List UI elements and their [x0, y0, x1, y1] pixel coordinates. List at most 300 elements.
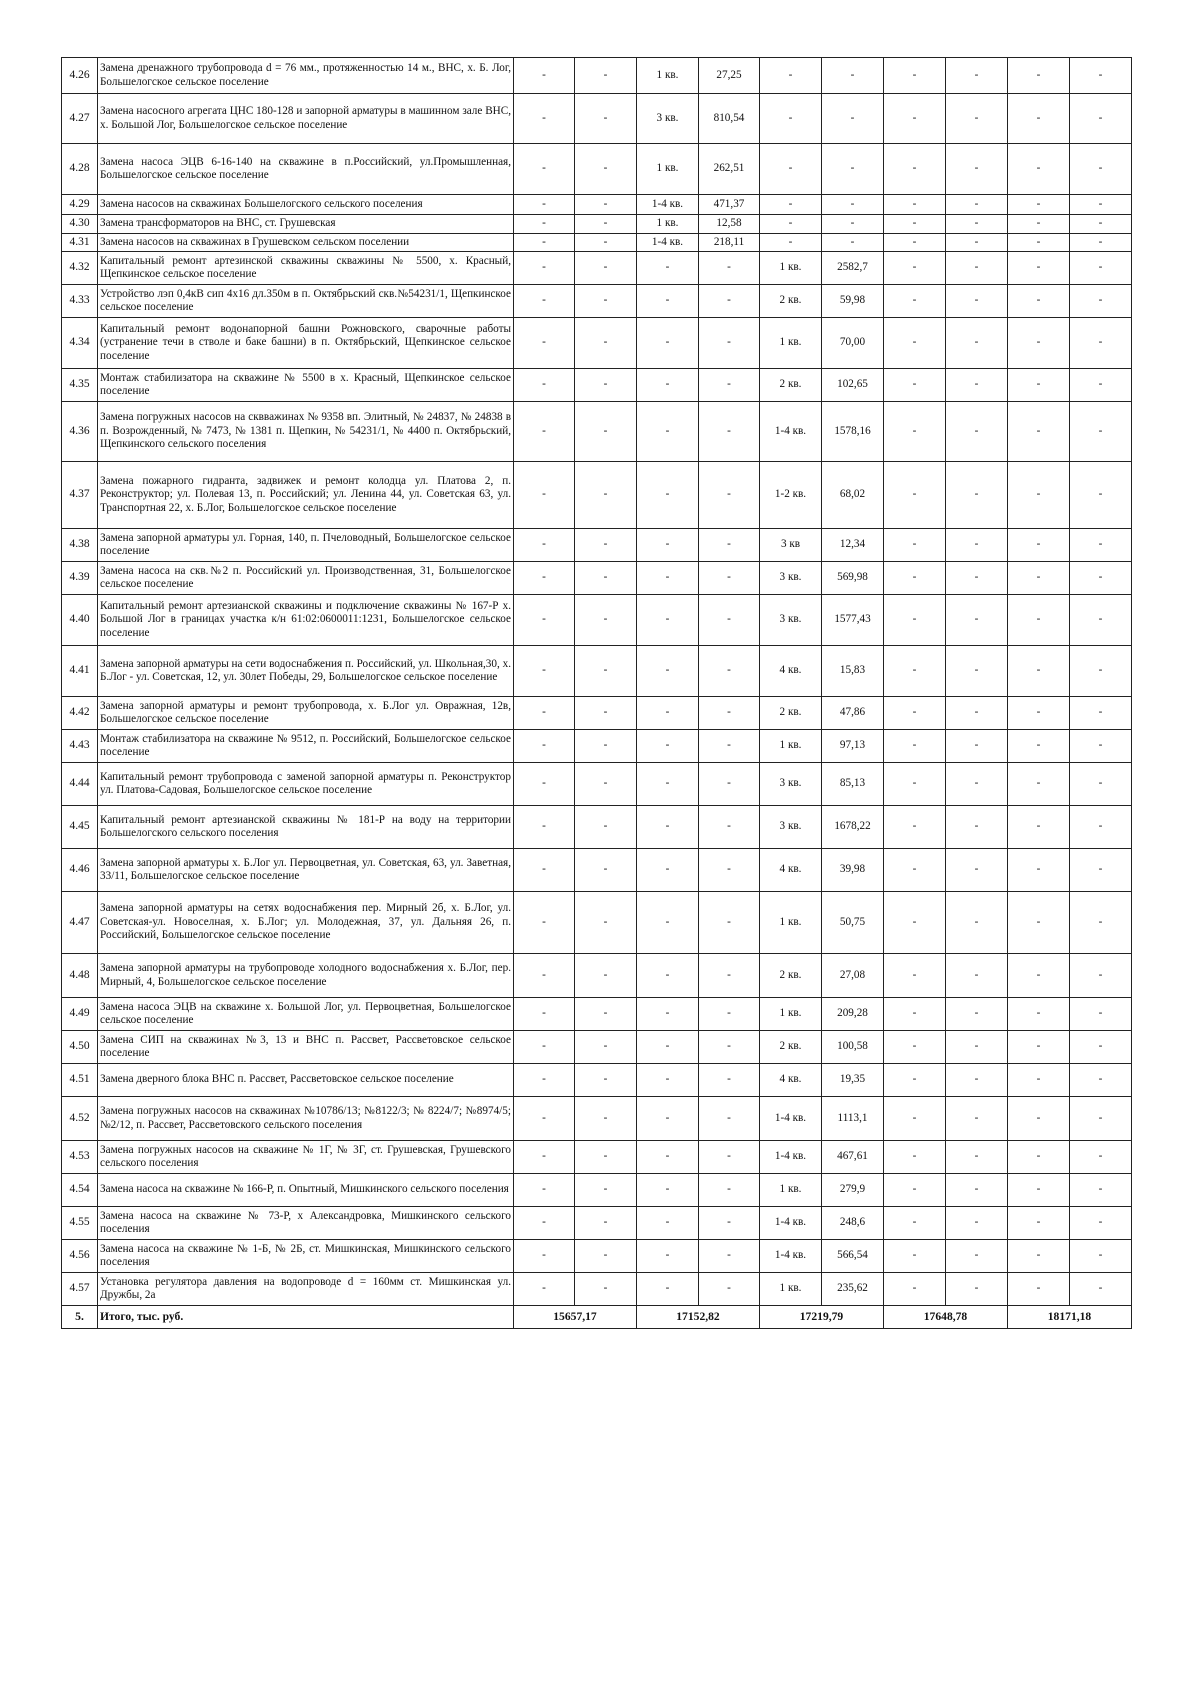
row-cell-7: -	[884, 402, 946, 462]
row-number: 4.29	[62, 195, 98, 215]
row-cell-4: -	[699, 1240, 760, 1273]
row-description: Капитальный ремонт трубопровода с заменой запорной арматуры п. Реконструктор ул. Платова-Садовая, Большелогское сельское поселение	[98, 763, 514, 806]
row-cell-5: 3 кв.	[760, 763, 822, 806]
row-cell-4: -	[699, 1141, 760, 1174]
row-cell-7: -	[884, 94, 946, 144]
row-cell-9: -	[1008, 697, 1070, 730]
table-row	[62, 252, 1132, 285]
row-cell-7: -	[884, 806, 946, 849]
row-number: 4.31	[62, 234, 98, 252]
row-cell-8: -	[946, 144, 1008, 195]
row-cell-8: -	[946, 806, 1008, 849]
table-row	[62, 646, 1132, 697]
row-number: 4.46	[62, 849, 98, 892]
row-cell-1: -	[514, 1097, 575, 1141]
row-cell-8: -	[946, 195, 1008, 215]
row-cell-7: -	[884, 252, 946, 285]
row-cell-7: -	[884, 195, 946, 215]
row-cell-2: -	[575, 1174, 637, 1207]
row-cell-9: -	[1008, 252, 1070, 285]
row-description: Замена погружных насосов на сквважинах № 9358 вп. Элитный, № 24837, № 24838 в п. Возрожденный, № 7473, № 1381 п. Щепкин, № 54231/1, № 4400 п. Октябрьский, Щепкинского сельского поселения	[98, 402, 514, 462]
row-cell-9: -	[1008, 529, 1070, 562]
row-cell-3: -	[637, 646, 699, 697]
row-cell-7: -	[884, 998, 946, 1031]
table-row	[62, 697, 1132, 730]
row-cell-7: -	[884, 763, 946, 806]
row-description: Замена дренажного трубопровода d = 76 мм., протяженностью 14 м., ВНС, х. Б. Лог, Большелогское сельское поселение	[98, 58, 514, 94]
table-row	[62, 1064, 1132, 1097]
row-cell-6: 68,02	[822, 462, 884, 529]
row-number: 4.35	[62, 369, 98, 402]
row-cell-10: -	[1070, 1240, 1132, 1273]
row-cell-4: -	[699, 730, 760, 763]
row-cell-7: -	[884, 58, 946, 94]
row-cell-5: -	[760, 234, 822, 252]
row-cell-4: -	[699, 954, 760, 998]
row-cell-8: -	[946, 1240, 1008, 1273]
row-cell-4: 12,58	[699, 215, 760, 234]
row-cell-3: -	[637, 1273, 699, 1306]
row-cell-4: 218,11	[699, 234, 760, 252]
row-cell-1: -	[514, 318, 575, 369]
row-cell-5: 1-2 кв.	[760, 462, 822, 529]
row-cell-2: -	[575, 763, 637, 806]
row-cell-1: -	[514, 646, 575, 697]
row-cell-7: -	[884, 1207, 946, 1240]
table-row	[62, 58, 1132, 94]
row-cell-5: 1 кв.	[760, 252, 822, 285]
row-number: 4.54	[62, 1174, 98, 1207]
total-value-1: 15657,17	[514, 1306, 637, 1329]
row-number: 4.52	[62, 1097, 98, 1141]
row-cell-6: -	[822, 94, 884, 144]
row-cell-6: 279,9	[822, 1174, 884, 1207]
row-cell-10: -	[1070, 402, 1132, 462]
row-cell-6: 1678,22	[822, 806, 884, 849]
row-cell-9: -	[1008, 1141, 1070, 1174]
row-cell-5: 1 кв.	[760, 998, 822, 1031]
row-number: 4.49	[62, 998, 98, 1031]
row-cell-5: 1-4 кв.	[760, 1097, 822, 1141]
row-cell-4: -	[699, 1273, 760, 1306]
table-row	[62, 144, 1132, 195]
row-cell-4: -	[699, 252, 760, 285]
row-description: Устройство лэп 0,4кВ сип 4х16 дл.350м в п. Октябрьский скв.№54231/1, Щепкинское сельское поселение	[98, 285, 514, 318]
row-cell-8: -	[946, 697, 1008, 730]
row-number: 4.36	[62, 402, 98, 462]
row-number: 4.27	[62, 94, 98, 144]
row-cell-5: 4 кв.	[760, 646, 822, 697]
row-cell-8: -	[946, 402, 1008, 462]
row-cell-9: -	[1008, 58, 1070, 94]
table-row	[62, 462, 1132, 529]
row-cell-9: -	[1008, 195, 1070, 215]
row-cell-9: -	[1008, 369, 1070, 402]
row-cell-8: -	[946, 58, 1008, 94]
row-cell-10: -	[1070, 234, 1132, 252]
row-cell-1: -	[514, 369, 575, 402]
row-cell-8: -	[946, 1174, 1008, 1207]
table-row	[62, 94, 1132, 144]
row-cell-3: -	[637, 1031, 699, 1064]
row-cell-6: 2582,7	[822, 252, 884, 285]
row-cell-6: 85,13	[822, 763, 884, 806]
row-cell-10: -	[1070, 892, 1132, 954]
row-cell-2: -	[575, 1031, 637, 1064]
row-number: 4.28	[62, 144, 98, 195]
row-cell-2: -	[575, 402, 637, 462]
row-cell-7: -	[884, 849, 946, 892]
row-cell-1: -	[514, 144, 575, 195]
row-cell-2: -	[575, 849, 637, 892]
row-cell-4: -	[699, 369, 760, 402]
row-cell-7: -	[884, 646, 946, 697]
table-row	[62, 562, 1132, 595]
total-number: 5.	[62, 1306, 98, 1329]
row-cell-10: -	[1070, 954, 1132, 998]
row-cell-3: 1 кв.	[637, 58, 699, 94]
row-number: 4.33	[62, 285, 98, 318]
table-row	[62, 369, 1132, 402]
row-cell-8: -	[946, 595, 1008, 646]
row-cell-8: -	[946, 252, 1008, 285]
row-cell-5: -	[760, 215, 822, 234]
table-row	[62, 892, 1132, 954]
row-cell-3: -	[637, 730, 699, 763]
row-cell-5: -	[760, 144, 822, 195]
row-cell-9: -	[1008, 1207, 1070, 1240]
row-cell-7: -	[884, 144, 946, 195]
row-cell-6: 1578,16	[822, 402, 884, 462]
row-cell-6: -	[822, 195, 884, 215]
row-cell-6: 569,98	[822, 562, 884, 595]
row-description: Замена запорной арматуры и ремонт трубопровода, х. Б.Лог ул. Овражная, 12в, Большелогское сельское поселение	[98, 697, 514, 730]
row-cell-3: 1-4 кв.	[637, 195, 699, 215]
row-cell-5: 1-4 кв.	[760, 1240, 822, 1273]
row-cell-1: -	[514, 252, 575, 285]
row-cell-2: -	[575, 1064, 637, 1097]
row-cell-6: 15,83	[822, 646, 884, 697]
row-cell-1: -	[514, 730, 575, 763]
row-cell-2: -	[575, 252, 637, 285]
row-cell-7: -	[884, 318, 946, 369]
row-number: 4.32	[62, 252, 98, 285]
row-cell-3: -	[637, 318, 699, 369]
row-cell-3: -	[637, 954, 699, 998]
table-row	[62, 998, 1132, 1031]
row-description: Капитальный ремонт артезианской скважины № 181-Р на воду на территории Большелогского сельского поселения	[98, 806, 514, 849]
row-cell-5: 1 кв.	[760, 1174, 822, 1207]
row-cell-6: 70,00	[822, 318, 884, 369]
row-cell-6: 235,62	[822, 1273, 884, 1306]
total-value-5: 18171,18	[1008, 1306, 1132, 1329]
table-row	[62, 954, 1132, 998]
row-number: 4.45	[62, 806, 98, 849]
table-row	[62, 1097, 1132, 1141]
row-cell-6: 100,58	[822, 1031, 884, 1064]
table-row	[62, 849, 1132, 892]
row-cell-3: -	[637, 1064, 699, 1097]
row-cell-5: 2 кв.	[760, 697, 822, 730]
row-cell-10: -	[1070, 1031, 1132, 1064]
row-cell-5: 4 кв.	[760, 1064, 822, 1097]
row-cell-5: 1 кв.	[760, 730, 822, 763]
row-cell-1: -	[514, 285, 575, 318]
row-cell-8: -	[946, 318, 1008, 369]
row-cell-8: -	[946, 562, 1008, 595]
table-row	[62, 1174, 1132, 1207]
row-number: 4.37	[62, 462, 98, 529]
row-cell-9: -	[1008, 646, 1070, 697]
row-cell-10: -	[1070, 595, 1132, 646]
row-description: Замена насосов на скважинах Большелогского сельского поселения	[98, 195, 514, 215]
row-cell-9: -	[1008, 1097, 1070, 1141]
row-cell-7: -	[884, 234, 946, 252]
row-cell-9: -	[1008, 285, 1070, 318]
row-cell-5: 3 кв.	[760, 562, 822, 595]
row-cell-10: -	[1070, 1064, 1132, 1097]
row-cell-9: -	[1008, 1174, 1070, 1207]
row-cell-6: 1113,1	[822, 1097, 884, 1141]
row-cell-7: -	[884, 462, 946, 529]
row-cell-8: -	[946, 730, 1008, 763]
row-cell-5: 1 кв.	[760, 892, 822, 954]
row-cell-10: -	[1070, 195, 1132, 215]
row-cell-10: -	[1070, 529, 1132, 562]
row-cell-8: -	[946, 1031, 1008, 1064]
row-cell-5: -	[760, 58, 822, 94]
row-number: 4.42	[62, 697, 98, 730]
row-cell-7: -	[884, 1141, 946, 1174]
row-cell-10: -	[1070, 285, 1132, 318]
table-row	[62, 215, 1132, 234]
row-cell-9: -	[1008, 763, 1070, 806]
total-label: Итого, тыс. руб.	[98, 1306, 514, 1329]
row-cell-10: -	[1070, 1174, 1132, 1207]
row-cell-3: -	[637, 1174, 699, 1207]
row-cell-10: -	[1070, 998, 1132, 1031]
row-cell-9: -	[1008, 730, 1070, 763]
row-cell-6: -	[822, 234, 884, 252]
row-cell-1: -	[514, 462, 575, 529]
row-cell-3: -	[637, 595, 699, 646]
row-cell-5: -	[760, 195, 822, 215]
row-number: 4.44	[62, 763, 98, 806]
row-cell-9: -	[1008, 234, 1070, 252]
row-description: Замена погружных насосов на скважинах №10786/13; №8122/3; № 8224/7; №8974/5; №2/12, п. Рассвет, Рассветовского сельского поселения	[98, 1097, 514, 1141]
row-description: Капитальный ремонт водонапорной башни Рожновского, сварочные работы (устранение течи в стволе и баке башни) в п. Октябрьский, Щепкинское сельское поселение	[98, 318, 514, 369]
row-cell-3: -	[637, 369, 699, 402]
row-cell-1: -	[514, 697, 575, 730]
row-cell-2: -	[575, 462, 637, 529]
row-cell-3: -	[637, 763, 699, 806]
row-cell-6: 566,54	[822, 1240, 884, 1273]
row-cell-7: -	[884, 285, 946, 318]
row-cell-5: 3 кв	[760, 529, 822, 562]
row-cell-4: -	[699, 1207, 760, 1240]
row-description: Замена насоса на скважине № 166-Р, п. Опытный, Мишкинского сельского поселения	[98, 1174, 514, 1207]
table-row	[62, 234, 1132, 252]
row-cell-7: -	[884, 529, 946, 562]
row-cell-9: -	[1008, 1064, 1070, 1097]
row-cell-2: -	[575, 1097, 637, 1141]
row-cell-8: -	[946, 215, 1008, 234]
row-cell-9: -	[1008, 562, 1070, 595]
row-cell-8: -	[946, 462, 1008, 529]
table-row	[62, 763, 1132, 806]
row-cell-7: -	[884, 1273, 946, 1306]
row-description: Монтаж стабилизатора на скважине № 5500 в х. Красный, Щепкинское сельское поселение	[98, 369, 514, 402]
row-cell-3: 1 кв.	[637, 215, 699, 234]
row-cell-3: -	[637, 849, 699, 892]
row-cell-3: -	[637, 562, 699, 595]
row-cell-4: 262,51	[699, 144, 760, 195]
row-cell-8: -	[946, 94, 1008, 144]
row-number: 4.51	[62, 1064, 98, 1097]
row-description: Замена погружных насосов на скважине № 1Г, № 3Г, ст. Грушевская, Грушевского сельского поселения	[98, 1141, 514, 1174]
row-cell-9: -	[1008, 595, 1070, 646]
row-cell-7: -	[884, 730, 946, 763]
table-row	[62, 402, 1132, 462]
row-cell-1: -	[514, 58, 575, 94]
row-cell-4: 810,54	[699, 94, 760, 144]
row-cell-10: -	[1070, 646, 1132, 697]
row-cell-1: -	[514, 849, 575, 892]
row-cell-3: -	[637, 892, 699, 954]
table-row	[62, 529, 1132, 562]
row-cell-3: -	[637, 1240, 699, 1273]
row-cell-6: 1577,43	[822, 595, 884, 646]
row-cell-4: -	[699, 1174, 760, 1207]
row-cell-10: -	[1070, 730, 1132, 763]
row-cell-1: -	[514, 94, 575, 144]
row-cell-8: -	[946, 234, 1008, 252]
row-cell-4: -	[699, 849, 760, 892]
row-cell-2: -	[575, 1207, 637, 1240]
row-cell-1: -	[514, 195, 575, 215]
table-row	[62, 285, 1132, 318]
row-cell-2: -	[575, 58, 637, 94]
row-cell-1: -	[514, 954, 575, 998]
row-description: Замена запорной арматуры ул. Горная, 140, п. Пчеловодный, Большелогское сельское поселение	[98, 529, 514, 562]
row-cell-5: 3 кв.	[760, 595, 822, 646]
row-description: Замена СИП на скважинах №3, 13 и ВНС п. Рассвет, Рассветовское сельское поселение	[98, 1031, 514, 1064]
row-cell-2: -	[575, 195, 637, 215]
row-number: 4.47	[62, 892, 98, 954]
row-cell-5: 2 кв.	[760, 369, 822, 402]
row-cell-9: -	[1008, 1273, 1070, 1306]
row-description: Монтаж стабилизатора на скважине № 9512, п. Российский, Большелогское сельское поселение	[98, 730, 514, 763]
table-body	[62, 58, 1132, 1329]
row-cell-4: -	[699, 402, 760, 462]
row-cell-5: 2 кв.	[760, 1031, 822, 1064]
row-cell-4: 27,25	[699, 58, 760, 94]
row-cell-1: -	[514, 1207, 575, 1240]
row-cell-7: -	[884, 1097, 946, 1141]
row-cell-2: -	[575, 892, 637, 954]
row-cell-2: -	[575, 1141, 637, 1174]
row-cell-1: -	[514, 892, 575, 954]
row-description: Замена трансформаторов на ВНС, ст. Грушевская	[98, 215, 514, 234]
row-cell-10: -	[1070, 1273, 1132, 1306]
row-cell-10: -	[1070, 318, 1132, 369]
row-cell-4: -	[699, 892, 760, 954]
row-description: Замена насоса на скважине № 73-Р, х Александровка, Мишкинского сельского поселения	[98, 1207, 514, 1240]
row-cell-10: -	[1070, 562, 1132, 595]
row-cell-7: -	[884, 595, 946, 646]
row-cell-4: -	[699, 806, 760, 849]
row-cell-3: -	[637, 1207, 699, 1240]
row-cell-4: -	[699, 1064, 760, 1097]
row-description: Замена запорной арматуры на трубопроводе холодного водоснабжения х. Б.Лог, пер. Мирный, 4, Большелогское сельское поселение	[98, 954, 514, 998]
row-cell-2: -	[575, 285, 637, 318]
row-cell-5: 1 кв.	[760, 318, 822, 369]
row-cell-8: -	[946, 1097, 1008, 1141]
row-cell-6: 209,28	[822, 998, 884, 1031]
row-description: Замена запорной арматуры на сетях водоснабжения пер. Мирный 2б, х. Б.Лог, ул. Советская-ул. Новоселная, х. Б.Лог; ул. Молодежная, 37, ул. Дальняя 26, п. Российский, Большелогское сельское поселение	[98, 892, 514, 954]
row-cell-9: -	[1008, 402, 1070, 462]
total-row	[62, 1306, 1132, 1329]
row-cell-5: 4 кв.	[760, 849, 822, 892]
row-cell-4: -	[699, 285, 760, 318]
row-cell-8: -	[946, 1207, 1008, 1240]
row-cell-7: -	[884, 369, 946, 402]
row-cell-1: -	[514, 998, 575, 1031]
total-value-4: 17648,78	[884, 1306, 1008, 1329]
row-cell-7: -	[884, 1031, 946, 1064]
row-cell-10: -	[1070, 144, 1132, 195]
row-cell-9: -	[1008, 1031, 1070, 1064]
row-cell-3: 1-4 кв.	[637, 234, 699, 252]
row-cell-10: -	[1070, 58, 1132, 94]
row-cell-9: -	[1008, 892, 1070, 954]
row-cell-1: -	[514, 215, 575, 234]
row-cell-3: -	[637, 998, 699, 1031]
row-cell-7: -	[884, 892, 946, 954]
row-number: 4.50	[62, 1031, 98, 1064]
table-row	[62, 806, 1132, 849]
row-number: 4.30	[62, 215, 98, 234]
row-cell-8: -	[946, 529, 1008, 562]
row-number: 4.26	[62, 58, 98, 94]
row-cell-9: -	[1008, 998, 1070, 1031]
row-cell-8: -	[946, 849, 1008, 892]
row-cell-5: 2 кв.	[760, 954, 822, 998]
row-cell-8: -	[946, 892, 1008, 954]
row-cell-2: -	[575, 318, 637, 369]
row-cell-6: 39,98	[822, 849, 884, 892]
row-cell-5: 3 кв.	[760, 806, 822, 849]
row-cell-2: -	[575, 646, 637, 697]
row-cell-3: 3 кв.	[637, 94, 699, 144]
row-cell-2: -	[575, 234, 637, 252]
row-description: Замена насоса на скважине № 1-Б, № 2Б, ст. Мишкинская, Мишкинского сельского поселения	[98, 1240, 514, 1273]
table-row	[62, 1207, 1132, 1240]
row-number: 4.48	[62, 954, 98, 998]
row-number: 4.34	[62, 318, 98, 369]
row-cell-2: -	[575, 730, 637, 763]
row-cell-6: 102,65	[822, 369, 884, 402]
row-cell-3: -	[637, 806, 699, 849]
table-row	[62, 730, 1132, 763]
row-cell-4: -	[699, 562, 760, 595]
row-cell-1: -	[514, 595, 575, 646]
row-cell-2: -	[575, 1273, 637, 1306]
row-description: Замена дверного блока ВНС п. Рассвет, Рассветовское сельское поселение	[98, 1064, 514, 1097]
row-cell-1: -	[514, 1141, 575, 1174]
row-number: 4.41	[62, 646, 98, 697]
row-description: Замена запорной арматуры х. Б.Лог ул. Первоцветная, ул. Советская, 63, ул. Заветная, 33/11, Большелогское сельское поселение	[98, 849, 514, 892]
